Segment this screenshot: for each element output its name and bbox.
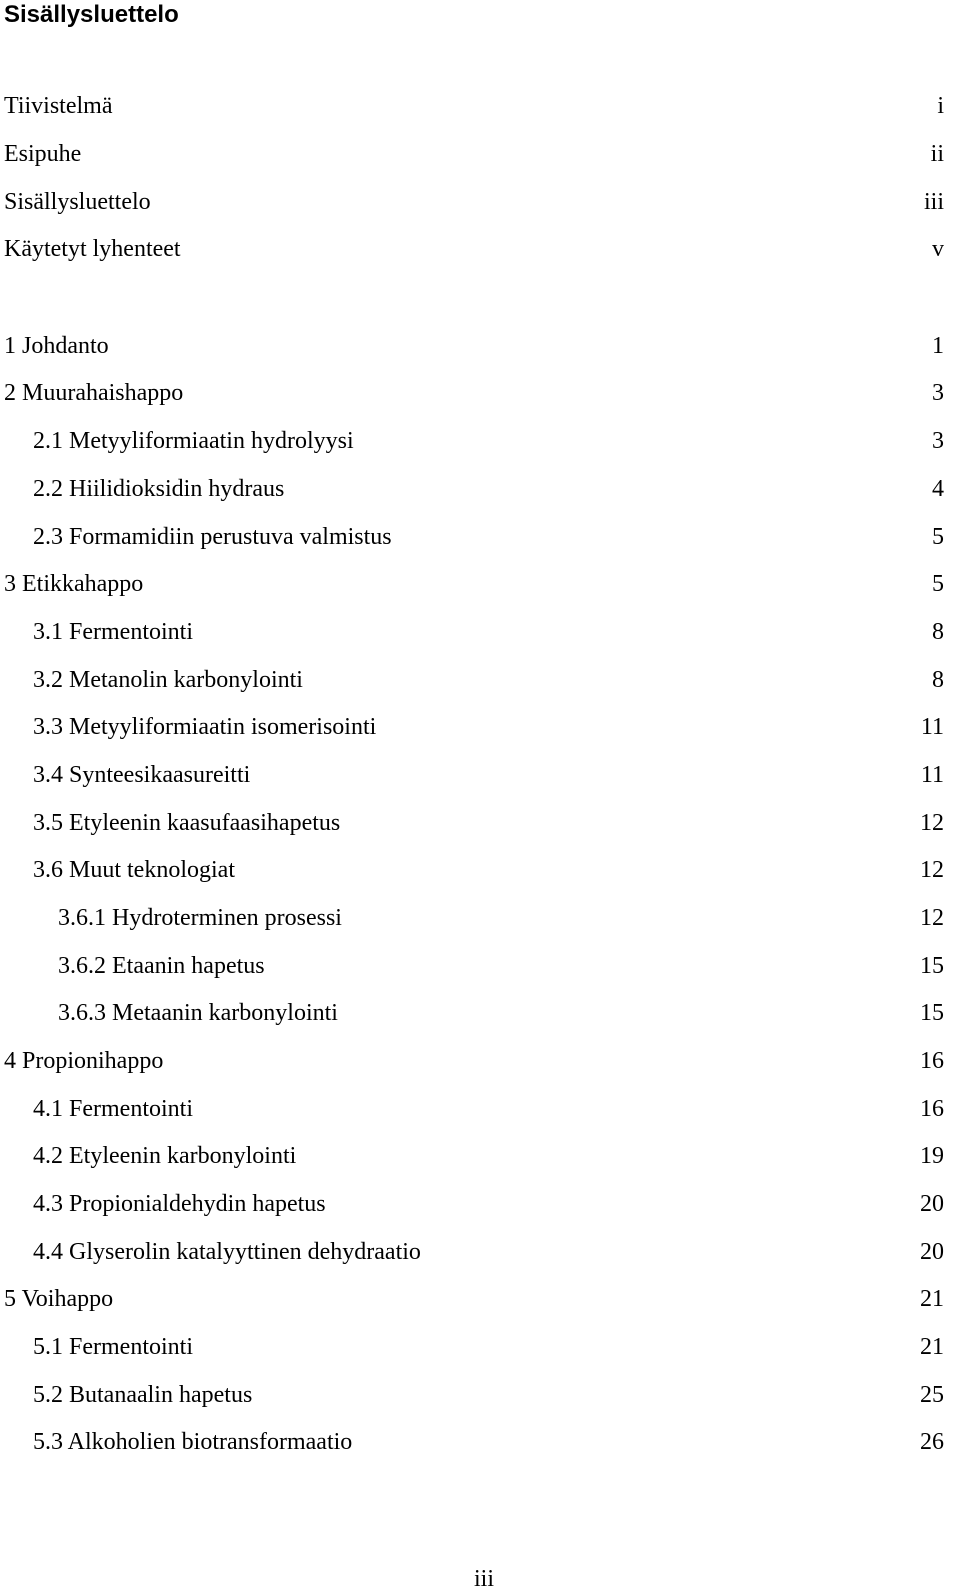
toc-row[interactable] [0, 425, 944, 457]
toc-entry-label: 3.4 Synteesikaasureitti [33, 762, 251, 788]
toc-entry-label: Käytetyt lyhenteet [4, 236, 181, 262]
toc-entry-page: 15 [920, 1000, 944, 1026]
toc-entry-label: 5 Voihappo [4, 1286, 114, 1312]
toc-row[interactable] [0, 664, 944, 696]
toc-entry-page: 21 [920, 1286, 944, 1312]
toc-row[interactable] [0, 1331, 944, 1363]
toc-entry-page: 12 [920, 810, 944, 836]
toc-entry-label: 4.2 Etyleenin karbonylointi [33, 1143, 297, 1169]
toc-entry-page: 11 [920, 714, 944, 740]
toc-row-esipuhe[interactable] [0, 138, 944, 170]
toc-row-kaytetyt-lyhenteet[interactable] [0, 233, 944, 265]
toc-entry-label: 5.1 Fermentointi [33, 1334, 193, 1360]
toc-row[interactable] [0, 1283, 944, 1315]
toc-row[interactable] [0, 950, 944, 982]
toc-row-tiivistelma[interactable] [0, 90, 944, 122]
toc-row[interactable] [0, 759, 944, 791]
toc-entry-label: 5.3 Alkoholien biotransformaatio [33, 1429, 353, 1455]
toc-entry-label: 5.2 Butanaalin hapetus [33, 1382, 253, 1408]
toc-entry-page: 8 [932, 619, 944, 645]
toc-entry-page: 5 [932, 571, 944, 597]
toc-entry-label: Tiivistelmä [4, 93, 113, 119]
page-title: Sisällysluettelo [4, 1, 179, 28]
toc-entry-page: 12 [920, 857, 944, 883]
toc-entry-page: 3 [932, 428, 944, 454]
toc-entry-label: 3.1 Fermentointi [33, 619, 193, 645]
toc-entry-page: iii [923, 189, 944, 215]
toc-entry-page: i [937, 93, 944, 119]
toc-row[interactable] [0, 1188, 944, 1220]
toc-entry-label: 3.5 Etyleenin kaasufaasihapetus [33, 810, 341, 836]
toc-row[interactable] [0, 902, 944, 934]
toc-row[interactable] [0, 473, 944, 505]
toc-entry-label: 2.3 Formamidiin perustuva valmistus [33, 524, 392, 550]
toc-row[interactable] [0, 997, 944, 1029]
toc-entry-label: 4.1 Fermentointi [33, 1096, 193, 1122]
toc-entry-page: 3 [932, 380, 944, 406]
toc-entry-label: 3 Etikkahappo [4, 571, 144, 597]
toc-entry-page: 5 [932, 524, 944, 550]
toc-entry-label: Sisällysluettelo [4, 189, 151, 215]
toc-entry-label: 3.6.3 Metaanin karbonylointi [58, 1000, 338, 1026]
toc-row[interactable] [0, 330, 944, 362]
toc-entry-label: 3.6.2 Etaanin hapetus [58, 953, 265, 979]
toc-entry-page: 19 [920, 1143, 944, 1169]
toc-entry-label: 4 Propionihappo [4, 1048, 164, 1074]
toc-entry-label: 1 Johdanto [4, 333, 109, 359]
toc-entry-page: 11 [920, 762, 944, 788]
toc-entry-page: 15 [920, 953, 944, 979]
toc-entry-label: 4.4 Glyserolin katalyyttinen dehydraatio [33, 1239, 421, 1265]
toc-entry-label: 3.2 Metanolin karbonylointi [33, 667, 303, 693]
toc-entry-page: 1 [932, 333, 944, 359]
toc-entry-page: 8 [932, 667, 944, 693]
toc-entry-page: 21 [920, 1334, 944, 1360]
toc-entry-label: Esipuhe [4, 141, 82, 167]
toc-row-sisallysluettelo[interactable] [0, 186, 944, 218]
toc-row[interactable] [0, 568, 944, 600]
toc-entry-page: 16 [920, 1048, 944, 1074]
toc-row[interactable] [0, 1045, 944, 1077]
toc-row[interactable] [0, 521, 944, 553]
toc-entry-label: 3.6 Muut teknologiat [33, 857, 235, 883]
toc-entry-page: 20 [920, 1239, 944, 1265]
toc-entry-label: 2.1 Metyyliformiaatin hydrolyysi [33, 428, 354, 454]
toc-entry-page: 25 [920, 1382, 944, 1408]
toc-row[interactable] [0, 711, 944, 743]
toc-row[interactable] [0, 1236, 944, 1268]
toc-entry-label: 2 Muurahaishappo [4, 380, 184, 406]
toc-row[interactable] [0, 1093, 944, 1125]
toc-entry-page: 12 [920, 905, 944, 931]
toc-entry-page: 26 [920, 1429, 944, 1455]
toc-row[interactable] [0, 1379, 944, 1411]
toc-row[interactable] [0, 854, 944, 886]
footer-page-number: iii [473, 1566, 494, 1592]
toc-entry-label: 2.2 Hiilidioksidin hydraus [33, 476, 285, 502]
toc-row[interactable] [0, 377, 944, 409]
toc-entry-label: 3.3 Metyyliformiaatin isomerisointi [33, 714, 377, 740]
toc-entry-label: 3.6.1 Hydroterminen prosessi [58, 905, 342, 931]
toc-entry-page: v [932, 236, 944, 262]
toc-row[interactable] [0, 616, 944, 648]
toc-entry-label: 4.3 Propionialdehydin hapetus [33, 1191, 326, 1217]
toc-entry-page: 16 [920, 1096, 944, 1122]
toc-entry-page: 20 [920, 1191, 944, 1217]
toc-row[interactable] [0, 1426, 944, 1458]
toc-entry-page: ii [930, 141, 944, 167]
toc-row[interactable] [0, 807, 944, 839]
toc-entry-page: 4 [932, 476, 944, 502]
toc-row[interactable] [0, 1140, 944, 1172]
